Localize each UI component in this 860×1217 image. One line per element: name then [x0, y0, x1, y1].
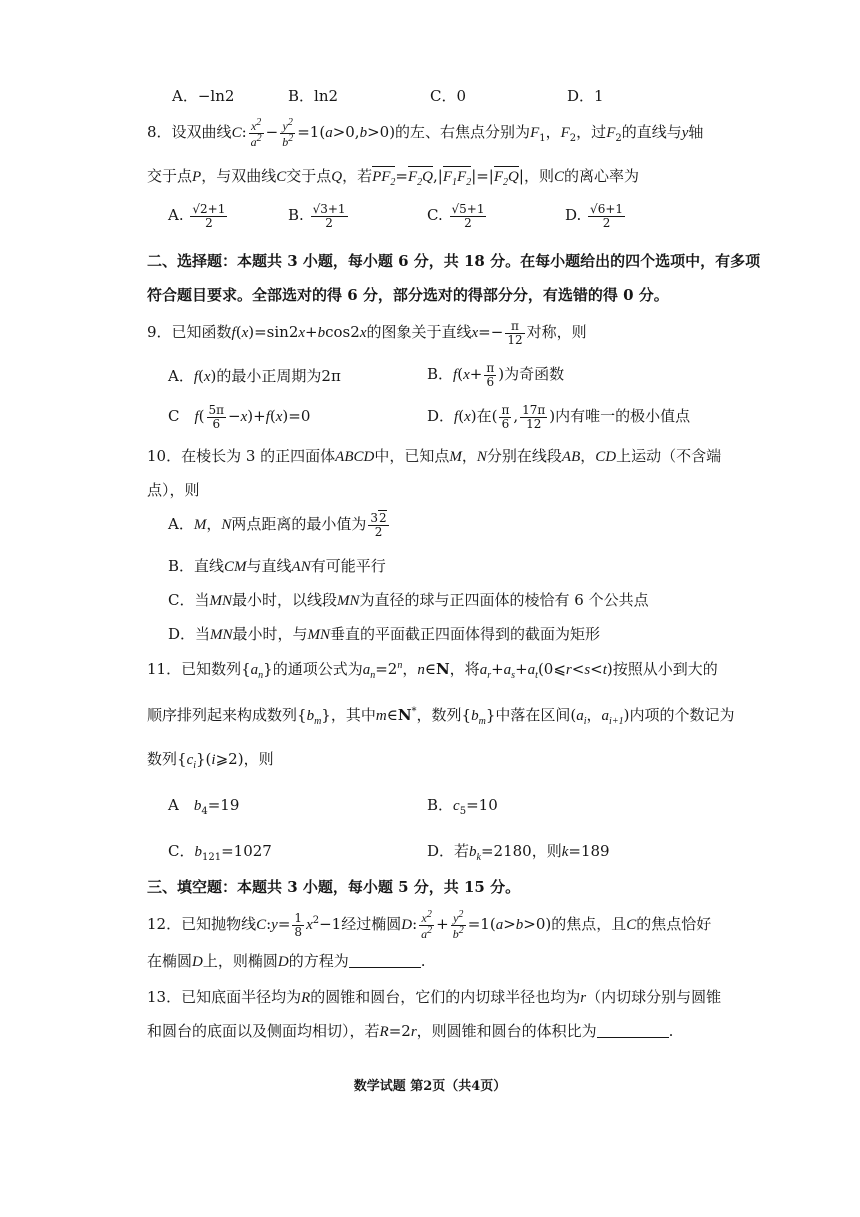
q12-stem-line2: 在椭圆D上，则椭圆D的方程为 .	[147, 952, 426, 970]
q11-text: ，将	[449, 660, 480, 678]
q10-option-b-text: 与直线	[246, 557, 292, 575]
section3-header: 三、填空题：本题共 3 小题，每小题 5 分，共 15 分。	[147, 878, 521, 896]
q11-option-b[interactable]: B．$c_5=10$	[427, 796, 498, 817]
q11-stem-line3: 数列$\{c_i\}(i⩾2)$，则	[147, 750, 274, 771]
q12-text: 12．已知抛物线	[147, 915, 257, 934]
q9-option-b-text: 为奇函数	[504, 365, 565, 384]
q13-text: 和圆台的底面以及侧面均相切），若	[147, 1022, 380, 1040]
q7-option-d[interactable]: D．1	[567, 87, 604, 105]
q11-text: ，则	[243, 750, 274, 768]
q13-text: 的圆锥和圆台，它们的内切球半径也均为	[310, 988, 581, 1006]
q10-option-a[interactable]: A．M，N两点距离的最小值为 $\frac{32}{2}$	[168, 511, 387, 539]
q8-text: ，过	[576, 123, 607, 142]
q10-stem-line1: 10．在棱长为 3 的正四面体ABCD中，已知点M，N分别在线段AB，CD上运动（不含端	[147, 447, 722, 465]
q9-text: 的图象关于直线	[366, 323, 472, 342]
q13-text: （内切球分别与圆锥	[586, 988, 722, 1006]
q12-text: 的焦点，且	[551, 915, 627, 934]
q8-number: 8．	[147, 123, 172, 142]
q10-option-d-text: 垂直的平面截正四面体得到的截面为矩形	[330, 625, 601, 643]
q10-text: 上运动（不含端	[616, 447, 722, 465]
q10-option-b[interactable]: B．直线CM与直线AN有可能平行	[168, 557, 386, 575]
q13-stem-line1: 13．已知底面半径均为R的圆锥和圆台，它们的内切球半径也均为r（内切球分别与圆锥	[147, 988, 722, 1006]
q11-option-d-text: D．若	[427, 842, 470, 860]
q11-text: 内项的个数记为	[629, 706, 735, 724]
q11-option-a-text: =19	[207, 796, 240, 814]
q9-option-a[interactable]: A．f(x)的最小正周期为2π	[168, 367, 341, 385]
q8-text: ，若	[342, 167, 373, 185]
q11-text: 顺序排列起来构成数列	[147, 706, 298, 724]
q9-option-d-text: 在	[476, 407, 492, 426]
q11-option-d-text: =189	[568, 842, 610, 860]
q8-text: 交于点	[286, 167, 332, 185]
q13-text: 13．已知底面半径均为	[147, 988, 302, 1006]
q8-option-c[interactable]	[427, 203, 488, 229]
option-numerator: √3+1	[312, 202, 346, 216]
q7-option-b[interactable]: B．ln2	[288, 87, 339, 105]
q12-answer-blank[interactable]	[349, 953, 421, 968]
option-label: C.	[427, 206, 443, 225]
q8-text: 设双曲线	[171, 123, 232, 142]
q10-stem-line2: 点），则	[147, 481, 200, 499]
q11-option-a[interactable]: A $b_4=19$	[168, 796, 240, 817]
q11-stem-line2: 顺序排列起来构成数列$\{b_m\}$，其中m∈N*，数列$\{b_m\}$中落在区间($a_i$，$a_{i+1}$)内项的个数记为	[147, 706, 735, 727]
q8-text: 交于点	[147, 167, 193, 185]
option-numerator: √2+1	[192, 202, 226, 216]
q8-text: ，则	[523, 167, 554, 185]
q12-stem-line1: 12．已知抛物线C:y= $\frac{1}{8}$ $x^2-1$经过椭圆D: $\frac{x^2}{a^2}$ + $\frac{y^2}{b^2}$ =1(a>b>0)的焦点，且C的焦点恰好	[147, 909, 712, 941]
q10-text: 分别在线段	[486, 447, 562, 465]
q12-text: 在椭圆	[147, 952, 193, 970]
option-label: D.	[565, 206, 582, 225]
q10-option-c-text: C．当	[168, 591, 210, 609]
option-numerator: √6+1	[590, 202, 624, 216]
q9-stem: 9．已知函数f(x)=sin2x+bcos2x的图象关于直线x=− $\frac{\pi}{12}$ 对称，则	[147, 319, 587, 347]
q9-option-d[interactable]: D．f(x)在( $\frac{\pi}{6}$ , $\frac{17\pi}{12}$ )内有唯一的极小值点	[427, 403, 691, 431]
q11-option-d-text: =2180，则	[480, 842, 562, 860]
q11-option-c-text: =1027	[221, 842, 272, 860]
q10-option-b-text: 有可能平行	[310, 557, 386, 575]
q10-option-d-text: D．当	[168, 625, 211, 643]
q8-option-b[interactable]	[288, 203, 350, 229]
q12-text: 上，则椭圆	[202, 952, 278, 970]
option-denominator: 2	[464, 215, 472, 230]
q7-option-a[interactable]: A．−ln2	[172, 87, 235, 105]
section2-header-line2: 符合题目要求。全部选对的得 6 分，部分选对的得部分分，有选错的得 0 分。	[147, 286, 669, 304]
q8-text: 的直线与	[621, 123, 682, 142]
q11-text: ，其中	[330, 706, 376, 724]
q9-option-a-text: 的最小正周期为	[216, 367, 322, 385]
q7-option-c[interactable]: C．0	[430, 87, 467, 105]
q10-option-b-text: B．直线	[168, 557, 225, 575]
section2-header-line1: 二、选择题：本题共 3 小题，每小题 6 分，共 18 分。在每小题给出的四个选项中，有多项	[147, 252, 761, 270]
q11-option-d[interactable]: D．若$b_k=2180$，则k=189	[427, 842, 610, 863]
q11-stem-line1: 11．已知数列$\{a_n\}$的通项公式为$a_n=2^n$，n∈N，将$a_r+a_s+a_t(0⩽r<s<t)$按照从小到大的	[147, 660, 718, 681]
q12-text: 的方程为	[288, 952, 349, 970]
q11-text: 的通项公式为	[272, 660, 363, 678]
q9-option-d-text: 内有唯一的极小值点	[555, 407, 691, 426]
q13-answer-blank[interactable]	[597, 1023, 669, 1038]
q10-option-d[interactable]: D．当MN最小时，与MN垂直的平面截正四面体得到的截面为矩形	[168, 625, 601, 643]
q10-option-c-text: 为直径的球与正四面体的棱恰有 6 个公共点	[359, 591, 649, 609]
q10-text: 中，已知点	[374, 447, 450, 465]
page-footer: 数学试题 第2页（共4页）	[353, 1079, 507, 1094]
q9-text: 对称，则	[526, 323, 587, 342]
option-label: B.	[288, 206, 304, 225]
q11-option-b-text: =10	[466, 796, 498, 814]
q8-text: ，与双曲线	[201, 167, 277, 185]
q11-option-c[interactable]: C．$b_{121}=1027$	[168, 842, 272, 863]
option-label: A.	[168, 206, 184, 225]
q8-text: 轴	[688, 123, 704, 142]
option-denominator: 2	[602, 215, 611, 230]
q11-text: 11．已知数列	[147, 660, 242, 678]
q10-option-c-text: 最小时，以线段	[231, 591, 337, 609]
q8-option-a[interactable]	[168, 203, 229, 229]
q10-option-a-text: 两点距离的最小值为	[231, 515, 367, 534]
q13-text: ，则圆锥和圆台的体积比为	[416, 1022, 597, 1040]
option-denominator: 2	[205, 215, 213, 230]
q8-text: 的左、右焦点分别为	[395, 123, 531, 142]
q11-text: 按照从小到大的	[612, 660, 718, 678]
q9-option-c[interactable]: C f( $\frac{5\pi}{6}$ −x)+f(x)=0	[168, 403, 311, 431]
q8-line-1: 8．设双曲线C: $\frac{x^2}{a^2}$ − $\frac{y^2}{b^2}$ =1(a>0,b>0)的左、右焦点分别为$F_1$，$F_2$，过$F_2$的直线与y轴	[147, 117, 704, 149]
q9-text: 9．已知函数	[147, 323, 232, 342]
q8-text: 的离心率为	[563, 167, 639, 185]
q12-text: 的焦点恰好	[636, 915, 712, 934]
q8-option-d[interactable]	[565, 203, 627, 229]
q8-line-2: 交于点P，与双曲线C交于点Q，若$PF_2=F_2Q,|F_1F_2|=|F_2Q|$，则C的离心率为	[147, 167, 639, 188]
q10-text: 10．在棱长为 3 的正四面体	[147, 447, 336, 465]
option-numerator: √5+1	[451, 202, 485, 216]
q11-text: ，数列	[416, 706, 462, 724]
q12-text: 经过椭圆	[341, 915, 402, 934]
q10-option-c[interactable]: C．当MN最小时，以线段MN为直径的球与正四面体的棱恰有 6 个公共点	[168, 591, 649, 609]
q11-text: 数列	[147, 750, 178, 768]
q9-option-b[interactable]: B．f(x+ $\frac{\pi}{6}$ )为奇函数	[427, 361, 565, 389]
option-denominator: 2	[325, 215, 333, 230]
q10-option-d-text: 最小时，与	[232, 625, 308, 643]
q11-text: 中落在区间	[495, 706, 571, 724]
q13-stem-line2: 和圆台的底面以及侧面均相切），若R=2r，则圆锥和圆台的体积比为 .	[147, 1022, 674, 1040]
